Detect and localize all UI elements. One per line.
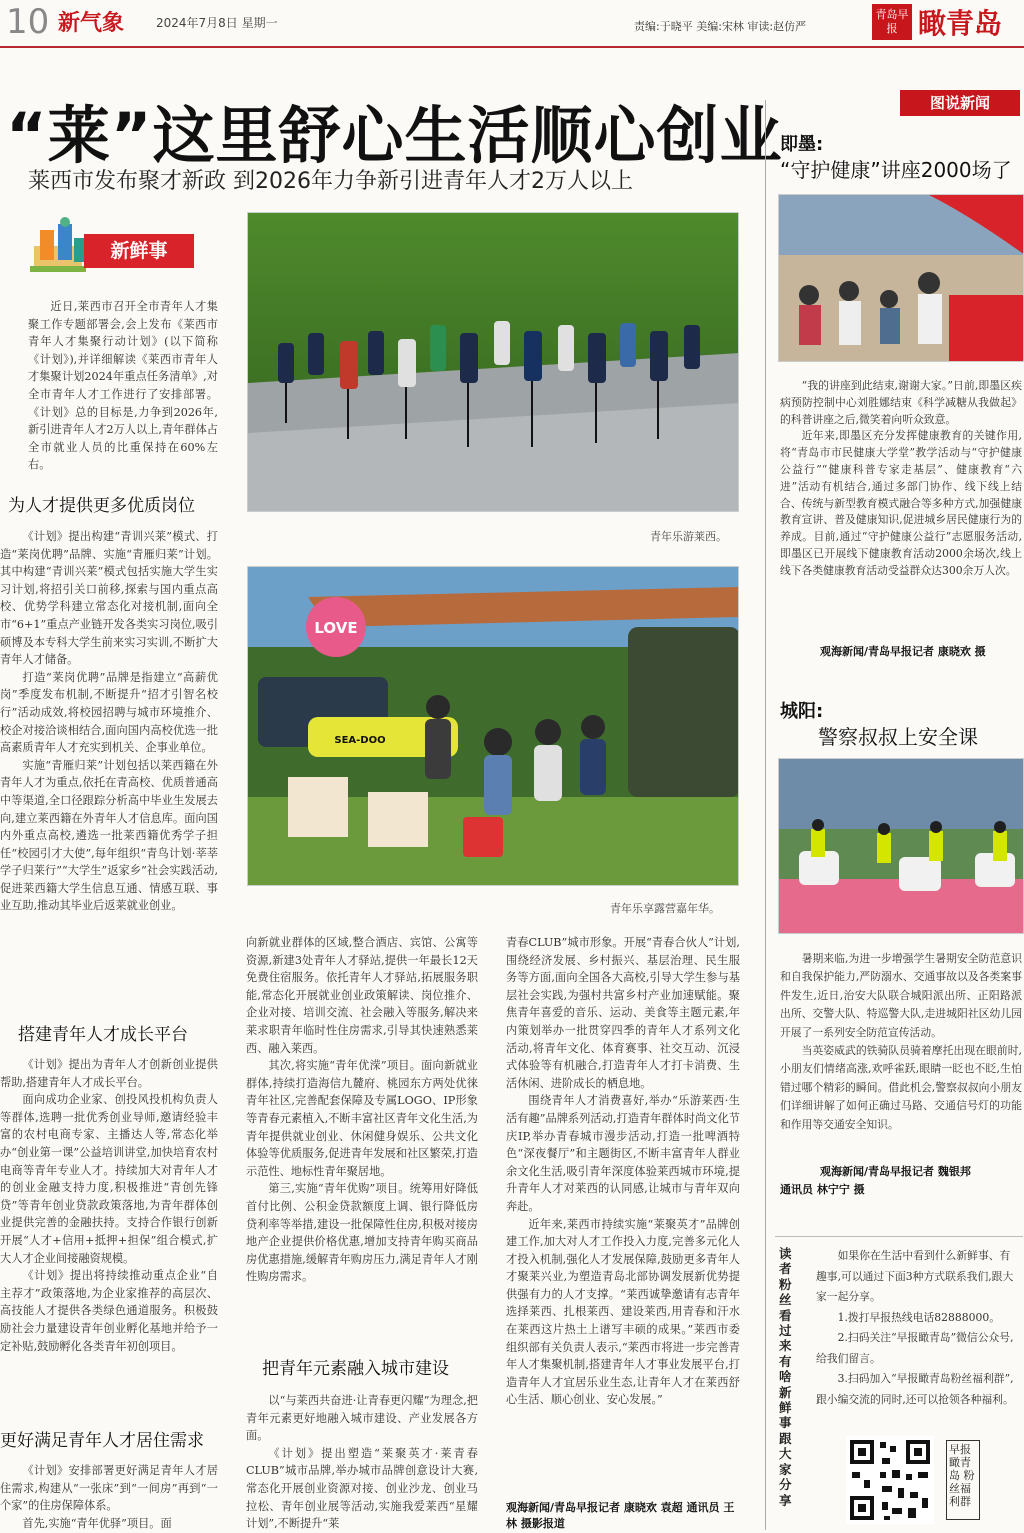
paragraph: 如果你在生活中看到什么新鲜事、有趣事,可以通过下面3种方式联系我们,跟大家一起分享。 bbox=[816, 1249, 1014, 1303]
section-heading-housing: 更好满足青年人才居住需求 bbox=[0, 1431, 204, 1451]
sidebar-story1-byline: 观海新闻/青岛早报记者 康晓欢 摄 bbox=[820, 645, 986, 658]
paragraph: 以“与莱西共奋进·让青春更闪耀”为理念,把青年元素更好地融入城市建设、产业发展各方面。 bbox=[246, 1394, 478, 1443]
column2-body bbox=[246, 934, 478, 1286]
paragraph: 首先,实施“青年优驿”项目。面 bbox=[22, 1516, 172, 1530]
paragraph: 其次,将实施“青年优溁”项目。面向新就业群体,持续打造海信九麓府、桃园东方两处优徕青年社区,完善配套保障及专属LOGO、IP形象等青春元素植入,不断丰富社区青年文化生活,为青年提供就业创业、休闲健身娱乐、公共文化体验等优质服务,促进青年发展和社区繁荣,打造示范性、地标性青年聚居地。 bbox=[246, 1059, 478, 1178]
paragraph: 当英姿威武的铁骑队员骑着摩托出现在眼前时,小朋友们情绪高涨,欢呼雀跃,眼睛一眨也不眨,生怕错过哪个精彩的瞬间。借此机会,警察叔叔向小朋友们详细讲解了如何正确过马路、交通信号灯的功能和作用等交通安全知识。 bbox=[780, 1044, 1022, 1131]
cyclists-image bbox=[248, 213, 739, 512]
paragraph: 《计划》提出为青年人才创新创业提供帮助,搭建青年人才成长平台。 bbox=[0, 1058, 218, 1089]
paragraph: 3.扫码加入“早报瞰青岛粉丝福利群”,跟小编交流的同时,还可以抢领各种福利。 bbox=[816, 1372, 1014, 1406]
sidebar-story1-body bbox=[780, 378, 1022, 580]
editor-credits: 责编:于晓平 美编:宋林 审读:赵仿严 bbox=[634, 20, 807, 33]
photo-cyclists bbox=[247, 212, 739, 512]
jetski-brand: SEA-DOO bbox=[334, 735, 386, 746]
badge-label: 新鲜事 bbox=[84, 234, 194, 268]
intro-paragraph: 近日,莱西市召开全市青年人才集聚工作专题部署会,会上发布《莱西市青年人才集聚行动计划》(以下简称《计划》),并详细解读《莱西市青年人才集聚计划2024年重点任务清单》,对全市青年人才工作进行了安排部署。《计划》总的目标是,力争到2026年,新引进青年人才2万人以上,青年群体占全市就业人员的比重保持在60%左右。 bbox=[28, 300, 218, 472]
city-illustration-icon bbox=[28, 216, 88, 276]
news-badge bbox=[28, 216, 194, 276]
section-heading-city: 把青年元素融入城市建设 bbox=[262, 1359, 449, 1379]
section-platform-body bbox=[0, 1056, 218, 1355]
column-brand: 瞰青岛 bbox=[918, 7, 1003, 40]
paragraph: 面向成功企业家、创投风投机构负责人等群体,选聘一批优秀创业导师,邀请经验丰富的农村电商专家、主播达人等,常态化举办“创业第一课”公益培训讲堂,加快培育农村电商等青年专业人才。持续加大对青年人才的创业金融支持力度,积极推进“青创先锋贷”等青年创业贷款政策落地,为青年群体创业提供完善的金融扶持。支持合作银行创新开展“人才+信用+抵押+担保”组合模式,扩大人才企业间接融资规模。 bbox=[0, 1093, 218, 1265]
newspaper-logo: 青岛早报 bbox=[872, 4, 912, 40]
paragraph: 暑期来临,为进一步增强学生暑期安全防范意识和自我保护能力,严防溺水、交通事故以及各类案事件发生,近日,治安大队联合城阳派出所、正阳路派出所、交警大队、特巡警大队,走进城阳社区幼儿园开展了一系列安全防范宣传活动。 bbox=[780, 952, 1022, 1039]
photo-camping-caption: 青年乐享露营嘉年华。 bbox=[610, 902, 720, 915]
paragraph: 1.拨打早报热线电话82888000。 bbox=[837, 1310, 1001, 1324]
photo-camping bbox=[247, 566, 739, 886]
paragraph: 近年来,莱西市持续实施“莱聚英才”品牌创建工作,加大对人才工作投入力度,完善多元化人才投入机制,强化人才发展保障,鼓励更多青年人才聚莱兴业,为塑造青岛北部协调发展新优势提供强有力的人才支撑。“莱西诚挚邀请有志青年选择莱西、扎根莱西、建设莱西,用青春和汗水在莱西这片热土上谱写丰硕的成果。”莱西市委组织部有关负责人表示,“莱西市将进一步完善青年人才集聚机制,搭建青年人才事业发展平台,打造青年人才宜居乐业生态,让青年人才在莱西舒心生活、顺心创业、安心发展。” bbox=[506, 1217, 740, 1407]
issue-date: 2024年7月8日 星期一 bbox=[156, 16, 278, 30]
article-byline: 观海新闻/青岛早报记者 康晓欢 袁超 通讯员 王林 摄影报道 bbox=[506, 1501, 735, 1530]
paragraph: 第三,实施“青年优购”项目。统筹用好降低首付比例、公积金贷款额度上调、银行降低房贷利率等举措,建设一批保障性住房,积极对接房地产企业提供价格优惠,增加支持青年购买商品房优惠措施,缓解青年购房压力,满足青年人才刚性购房需求。 bbox=[246, 1182, 478, 1284]
fan-group-label: 早报瞰青岛 粉丝福利群 bbox=[946, 1440, 980, 1520]
paragraph: 《计划》提出将持续推动重点企业“自主荐才”政策落地,为企业家推荐的高层次、高技能人才提供各类绿色通道服务。积极鼓励社会力量建设青年创业孵化基地并给予一定补贴,鼓励孵化各类青年初创项目。 bbox=[0, 1269, 218, 1353]
sidebar-story2-place: 城阳: bbox=[780, 701, 824, 722]
paragraph: 《计划》提出构建“青训兴莱”模式、打造“莱岗优聘”品牌、实施“青雁归莱”计划。其中构建“青训兴莱”模式包括实施大学生实习计划,将招引关口前移,探索与国内重点高校、优势学科建立常态化对接机制,面向全市“6+1”重点产业链开发各类实习岗位,吸引硕博及本专科大学生前来实习实训,不断扩大青年人才储备。 bbox=[0, 530, 218, 667]
section-housing-body bbox=[0, 1462, 218, 1532]
sidebar-tag: 图说新闻 bbox=[900, 90, 1020, 116]
paragraph: 近年来,即墨区充分发挥健康教育的关键作用,将“青岛市市民健康大学堂”教学活动与“守护健康公益行”“健康科普专家走基层”、健康教育“六进”活动有机结合,通过多部门协作、线下线上结合、传统与新型教育模式融合等多种方式,加强健康教育宣讲、普及健康知识,促进城乡居民健康行为的养成。目前,通过“守护健康公益行”志愿服务活动,即墨区已开展线下健康教育活动2000余场次,线上线下各类健康教育活动受益群众达300余万人次。 bbox=[780, 429, 1022, 577]
sidebar-story2-byline-2: 通讯员 林宁宁 摄 bbox=[780, 1183, 865, 1196]
photo-police-class bbox=[778, 758, 1024, 934]
paragraph: 《计划》安排部署更好满足青年人才居住需求,构建从“一张床”到“一间房”再到“一个家”的住房保障体系。 bbox=[0, 1464, 218, 1513]
sidebar-story1-place: 即墨: bbox=[780, 134, 824, 155]
love-sign: LOVE bbox=[314, 619, 358, 637]
photo-health-lecture bbox=[778, 194, 1024, 362]
sidebar-story1-title: “守护健康”讲座2000场了 bbox=[780, 158, 1012, 182]
page-number: 10 bbox=[6, 2, 50, 42]
section-title: 新气象 bbox=[58, 11, 125, 36]
masthead-bar bbox=[0, 0, 1024, 48]
sidebar-story2-body bbox=[780, 950, 1022, 1134]
paragraph: 《计划》提出塑造“莱聚英才·莱青春CLUB”城市品牌,举办城市品牌创意设计大赛,常态化开展创业资源对接、创业沙龙、创业马拉松、青年创业展等活动,实施我爱莱西“星耀计划”,不断提升“莱 bbox=[246, 1446, 478, 1531]
reader-callout-title: 读者粉丝看过来 有啥新鲜事 跟大家分享 bbox=[779, 1246, 792, 1508]
column3-body bbox=[506, 934, 740, 1409]
sidebar-story2-title: 警察叔叔上安全课 bbox=[818, 725, 978, 749]
paragraph: 向新就业群体的区域,整合酒店、宾馆、公寓等资源,新建3处青年人才驿站,提供一年最长12天免费住宿服务。依托青年人才驿站,拓展服务职能,常态化开展就业创业政策解读、岗位推介、企业对接、培训交流、社会融入等服务,解决来莱求职青年临时性住房需求,引导其快速熟悉莱西、融入莱西。 bbox=[246, 936, 478, 1055]
section-heading-jobs: 为人才提供更多优质岗位 bbox=[8, 496, 195, 516]
paragraph: “我的讲座到此结束,谢谢大家。”日前,即墨区疾病预防控制中心刘胜娜结束《科学减糖从我做起》的科普讲座之后,微笑着向听众致意。 bbox=[780, 379, 1022, 426]
paragraph: 实施“青雁归莱”计划包括以莱西籍在外青年人才为重点,依托在青高校、优质普通高中等渠道,全口径跟踪分析高中毕业生发展去向,建立莱西籍在外青年人才信息库。面向国内外重点高校,遴选一批莱西籍优秀学子担任“校园引才大使”,每年组织“青鸟计划·莘莘学子归莱行”“大学生”返家乡”社会实践活动,促进莱西籍大学生信息互通、情感互联、事业互助,推动其毕业后返莱就业创业。 bbox=[0, 758, 218, 913]
police-class-image bbox=[779, 759, 1024, 934]
section-city-body bbox=[246, 1392, 478, 1533]
camping-image bbox=[248, 567, 739, 886]
sub-headline: 莱西市发布聚才新政 到2026年力争新引进青年人才2万人以上 bbox=[28, 169, 633, 194]
main-headline: “莱”这里舒心生活顺心创业 bbox=[6, 99, 783, 172]
article-intro bbox=[28, 298, 218, 474]
paragraph: 围绕青年人才消费喜好,举办“乐游莱西·生活有趣”品牌系列活动,打造青年群体时尚文化节庆IP,举办青春城市漫步活动,打造一批啤酒特色“深夜餐厅”和主题街区,不断丰富青年人群业余文化生活,吸引青年深度体验莱西城市环境,提升青年人才对莱西的认同感,让城市与青年双向奔赴。 bbox=[506, 1094, 740, 1213]
health-lecture-image bbox=[779, 195, 1024, 362]
section-heading-platform: 搭建青年人才成长平台 bbox=[18, 1025, 188, 1045]
paragraph: 2.扫码关注“早报瞰青岛”微信公众号,给我们留言。 bbox=[816, 1331, 1014, 1365]
qr-code-icon[interactable] bbox=[846, 1436, 934, 1524]
photo-cyclists-caption: 青年乐游莱西。 bbox=[650, 530, 727, 543]
paragraph: 青春CLUB”城市形象。开展“青春合伙人”计划,围绕经济发展、乡村振兴、基层治理、民生服务等方面,面向全国各大高校,引导大学生参与基层社会实践,为强村共富乡村产业加速赋能。聚焦青年喜爱的音乐、运动、美食等主题元素,年内策划举办一批贯穿四季的青年人才系列文化活动,将青年文化、体育赛事、社交互动、沉浸式体验等有机融合,打造青年人才打卡消费、生活休闲、进阶成长的栖息地。 bbox=[506, 936, 740, 1090]
paragraph: 打造“莱岗优聘”品牌是指建立“高薪优岗”季度发布机制,不断提升“招才引智名校行”活动成效,将校园招聘与城市环境推介、校企对接洽谈相结合,面向国内高校优选一批高素质青年人才充实到机关、企事业单位。 bbox=[0, 670, 218, 755]
sidebar-story2-byline: 观海新闻/青岛早报记者 魏银邦 bbox=[820, 1165, 971, 1178]
section-jobs-body bbox=[0, 528, 218, 915]
reader-callout-body bbox=[816, 1246, 1020, 1410]
